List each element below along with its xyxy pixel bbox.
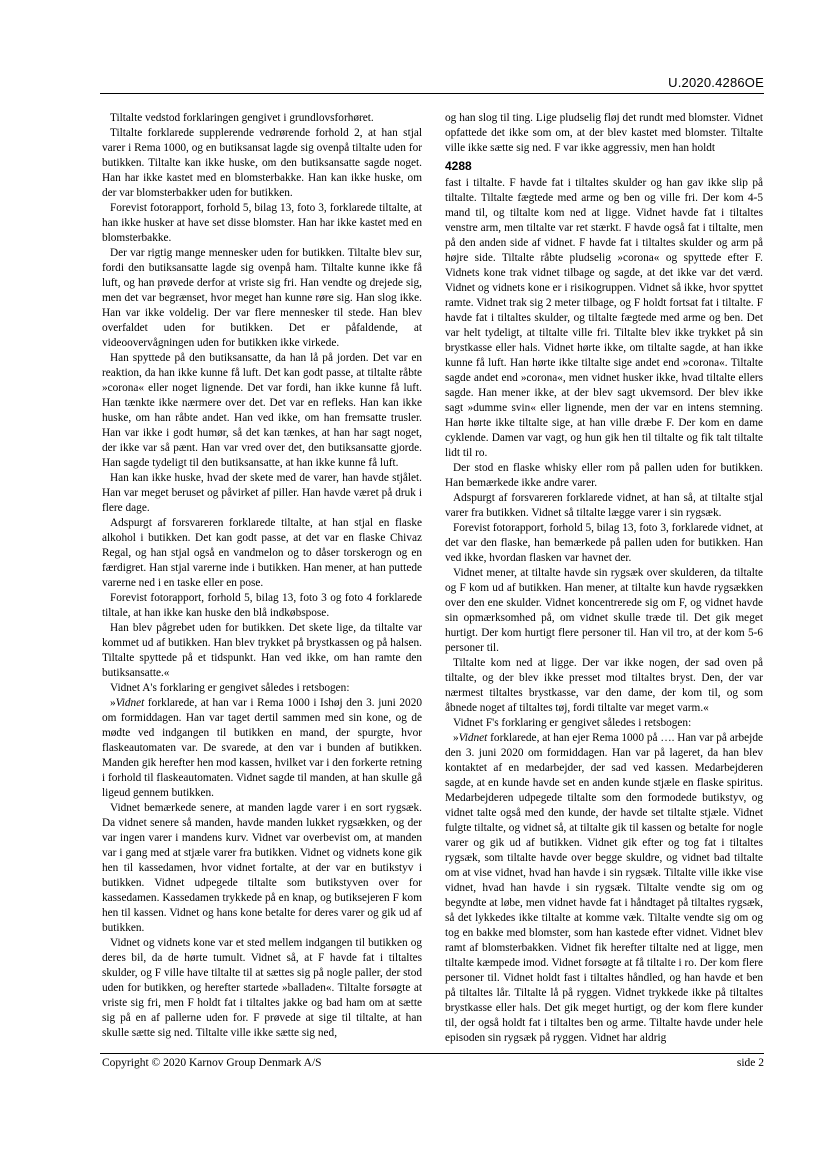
left-column bbox=[102, 111, 422, 1051]
paragraph: Tiltalte forklarede supplerende vedrørende forhold 2, at han stjal varer i Rema 1000, og en butiksansat lagde sig ovenpå tiltalte uden for butikken. Tiltalte kan ikke huske, om den butiksansatte sagde noget. Han har ikke kastet med en blomsterbakke. Han kan ikke huske, om der var blomsterbakker uden for butikken. bbox=[102, 127, 422, 199]
paragraph: Der stod en flaske whisky eller rom på pallen uden for butikken. Han bemærkede ikke andre varer. bbox=[445, 462, 763, 489]
paragraph: Tiltalte kom ned at ligge. Der var ikke nogen, der sad oven på tiltalte, og der blev ikke presset mod tiltaltes bryst. Den, der var nærmest tiltaltes brystkasse, var den dame, der kom til, og som åbnede noget af tiltaltes tøj, fordi tiltalte var meget varm.« bbox=[445, 657, 763, 714]
paragraph: Adspurgt af forsvareren forklarede tiltalte, at han stjal en flaske alkohol i butikken. Det kan godt passe, at det var en flaske Chivaz Regal, og han stjal også en vandmelon og to dåser torskerogn og en færdigret. Han stjal varerne inde i butikken. Han mener, at han puttede varerne ned i en taske eller en pose. bbox=[102, 517, 422, 589]
paragraph: og han slog til ting. Lige pludselig fløj det rundt med blomster. Vidnet opfattede det ikke som om, at der blev kastet med blomster. Tiltalte ville ikke sætte sig ned. F var ikke aggressiv, men han holdt bbox=[445, 112, 763, 154]
document-reference: U.2020.4286OE bbox=[668, 75, 764, 90]
header-rule bbox=[100, 93, 764, 94]
paragraph: Vidnet mener, at tiltalte havde sin rygsæk over skulderen, da tiltalte og F kom ud af butikken. Han mener, at tiltalte kun havde rygsækken over den ene skulder. Vidnet koncentrerede sig om F, og vidnet havde sin opmærksomhed på, om vidnet skulle træde til. Det gik meget hurtigt. Der kom hurtigt flere personer til. Han vil tro, at der kom 5-6 personer til. bbox=[445, 567, 763, 654]
paragraph: Han blev pågrebet uden for butikken. Det skete lige, da tiltalte var kommet ud af butikken. Han blev trykket på brystkassen og på halsen. Tiltalte spyttede på et tidspunkt. Han ved ikke, om han ramte den butiksansatte.« bbox=[102, 622, 422, 679]
paragraph: fast i tiltalte. F havde fat i tiltaltes skulder og han gav ikke slip på tiltalte. Tiltalte fægtede med arme og ben og ville fri. Der kom 4-5 mand til, og tiltalte kom ned at ligge. Vidnet havde fat i tiltaltes venstre arm, men tiltalte var ret stærkt. F havde også fat i tiltalte, men på den anden side af vidnet. F havde fat i tiltaltes skulder og arm på højre side. Tiltalte råbte pludselig »corona« og spyttede efter F. Vidnets kone trak vidnet tilbage og sagde, at det ikke var det værd. Vidnet og vidnets kone er i risikogruppen. Vidnet så ikke, hvor spyttet ramte. Vidnet trak sig 2 meter tilbage, og F holdt fortsat fat i tiltalte. F havde fat i tiltaltes skulder, og tiltalte fægtede med arme og ben. Det var helt tydeligt, at tiltalte ville fri. Tiltalte blev ikke trykket på sin brystkasse eller hals. Vidnet hørte ikke, om tiltalte sagde, at han ikke kunne få luft. Han hørte ikke tiltalte sige andet end »corona«. Tiltalte sagde andet end »corona«, men vidnet husker ikke, hvad tiltalte ellers sagde. Han mener ikke, at der blev sagt ukvemsord. Der blev ikke sagt »dumme svin« eller lignende, men der var en intens stemning. Han hørte ikke tiltalte sige, at han ville dræbe F. Der kom en dame cyklende. Damen var vagt, og hun gik hen til tiltalte og fik talt tiltalte lidt til ro. bbox=[445, 177, 763, 459]
paragraph: Han kan ikke huske, hvad der skete med de varer, han havde stjålet. Han var meget beruset og påvirket af piller. Han havde været på druk i flere dage. bbox=[102, 472, 422, 514]
paragraph: Forevist fotorapport, forhold 5, bilag 13, foto 3, forklarede vidnet, at det var den flaske, han bemærkede på pallen uden for butikken. Han ved ikke, hvordan flasken var havnet der. bbox=[445, 522, 763, 564]
paragraph: Forevist fotorapport, forhold 5, bilag 13, foto 3, forklarede tiltalte, at han ikke husker at have set disse blomster. Han har ikke kastet med en blomsterbakke. bbox=[102, 202, 422, 244]
page-marker: 4288 bbox=[445, 159, 472, 173]
paragraph: Vidnet bemærkede senere, at manden lagde varer i en sort rygsæk. Da vidnet senere så manden, havde manden lukket rygsækken, og der var ingen varer i mandens kurv. Vidnet var overbevist om, at manden var i gang med at stjæle varer fra butikken. Vidnet og vidnets kone gik hen til kassedamen, hvor vidnet fortalte, at der var en butikstyv i butikken. Vidnet udpegede tiltalte som butikstyven over for kassedamen. Kassedamen trykkede på en knap, og butiksejeren F kom hen til kassen. Vidnet og hans kone betalte for deres varer og gik ud af butikken. bbox=[102, 802, 422, 934]
italic-term: Vidnet bbox=[115, 697, 145, 709]
paragraph: Vidnet og vidnets kone var et sted mellem indgangen til butikken og deres bil, da de hørte tumult. Vidnet så, at F havde fat i tiltaltes skulder, og F ville have tiltalte til at sættes sig på nogle paller, der stod uden for butikken, og herefter startede »balladen«. Tiltalte forsøgte at vriste sig fri, men F holdt fat i tiltaltes jakke og bad ham om at sætte sig på en af pallerne uden for. F prøvede at sige til tiltalte, at han skulle sætte sig ned. Tiltalte ville ikke sætte sig ned, bbox=[102, 937, 422, 1039]
italic-term: Vidnet bbox=[458, 732, 488, 744]
paragraph: »Vidnet forklarede, at han var i Rema 1000 i Ishøj den 3. juni 2020 om formiddagen. Han var taget dertil sammen med sin kone, og de mødte ved indgangen til butikken en mand, der spurgte, hvor flaskeautomaten var. De svarede, at den var i bunden af butikken. Manden gik herefter hen mod kassen, hvilket var i den forkerte retning i forhold til flaskeautomaten. Vidnet sagde til manden, at han skulle gå ligeud gennem butikken. bbox=[102, 697, 422, 799]
footer-copyright: Copyright © 2020 Karnov Group Denmark A/S bbox=[102, 1057, 322, 1069]
paragraph: Han spyttede på den butiksansatte, da han lå på jorden. Det var en reaktion, da han ikke kunne få luft. Det kan godt passe, at tiltalte råbte »corona« eller noget lignende. Det var fordi, han ikke kunne få luft. Han tænkte ikke nærmere over det. Det var en refleks. Han kan ikke huske, om han råbte andet. Han ved ikke, om han fremsatte trusler. Han var ikke i godt humør, så det kan tænkes, at han har sagt noget, der ikke var så pænt. Han var vred over det, den butiksansatte gjorde. Han sagde tydeligt til den butiksansatte, at han ikke kunne få luft. bbox=[102, 352, 422, 469]
paragraph: Forevist fotorapport, forhold 5, bilag 13, foto 3 og foto 4 forklarede tiltale, at han ikke kan huske den blå indkøbspose. bbox=[102, 592, 422, 619]
paragraph: Vidnet A's forklaring er gengivet således i retsbogen: bbox=[110, 682, 350, 694]
paragraph: Vidnet F's forklaring er gengivet således i retsbogen: bbox=[453, 717, 692, 729]
right-column bbox=[445, 111, 763, 1051]
paragraph: »Vidnet forklarede, at han ejer Rema 1000 på …. Han var på arbejde den 3. juni 2020 om formiddagen. Han var på lageret, da han blev kontaktet af en medarbejder, der sad ved kassen. Medarbejderen sagde, at en kunde havde set en anden kunde stjæle en flaske spiritus. Medarbejderen udpegede tiltalte som den formodede butikstyv, og vidnet talte også med den kunde, der havde set tiltalte stjæle. Vidnet fulgte tiltalte, og vidnet så, at tiltalte gik til kassen og betalte for nogle varer og gik ud af butikken. Vidnet gik efter og tog fat i tiltaltes rygsæk, som tiltalte havde over begge skuldre, og vidnet bad tiltalte om at vise vidnet, hvad han havde i sin rygsæk. Tiltalte ville ikke vise vidnet, hvad han havde i sin rygsæk. Tiltalte vendte sig om og begyndte at løbe, men vidnet havde fat i håndtaget på tiltaltes rygsæk, så det lykkedes ikke tiltalte at komme væk. Tiltalte vendte sig om og tog en bakke med blomster, som han kastede efter vidnet. Vidnet blev ramt af blomsterbakken. Vidnet fik herefter tiltalte ned at ligge, men tiltalte kæmpede imod. Vidnet forsøgte at få tiltalte i ro. Der kom flere personer til. Vidnet holdt fast i tiltaltes håndled, og han havde et ben på tiltaltes lår. Tiltalte lå på ryggen. Vidnet trykkede ikke på tiltaltes brystkasse eller hals. Det gik meget hurtigt, og der kom flere kunder til, der også holdt fat i tiltaltes ben og arme. Tiltalte havde under hele episoden sin rygsæk på ryggen. Vidnet har aldrig bbox=[445, 732, 763, 1044]
paragraph: Der var rigtig mange mennesker uden for butikken. Tiltalte blev sur, fordi den butiksansatte lagde sig ovenpå ham. Tiltalte kunne ikke få luft, og han prøvede derfor at vriste sig fri. Han vendte og drejede sig, men det var begrænset, hvor meget han kunne røre sig. Han slog ikke. Han var ikke voldelig. Der var flere mennesker til stede. Han blev overfaldet uden for butikken. Det er påfaldende, at videoovervågningen uden for butikken ikke virkede. bbox=[102, 247, 422, 349]
footer-rule bbox=[100, 1053, 764, 1054]
footer-page-number: side 2 bbox=[736, 1057, 764, 1069]
paragraph: Tiltalte vedstod forklaringen gengivet i grundlovsforhøret. bbox=[110, 112, 374, 124]
paragraph: Adspurgt af forsvareren forklarede vidnet, at han så, at tiltalte stjal varer fra butikken. Vidnet så tiltalte lægge varer i sin rygsæk. bbox=[445, 492, 763, 519]
